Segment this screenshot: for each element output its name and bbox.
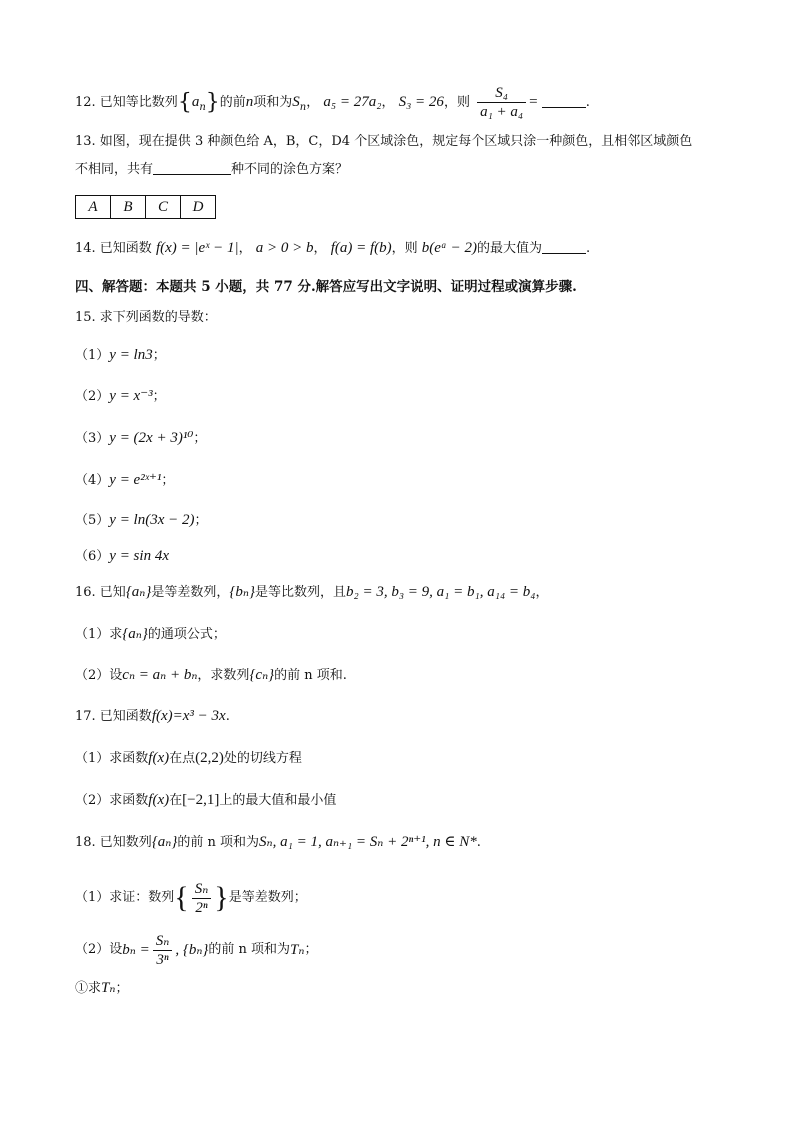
- q15-item-5: （5）y = ln(3x − 2)；: [75, 512, 208, 528]
- region-a: A: [76, 196, 111, 219]
- q15-item-6: （6）y = sin 4x: [75, 548, 169, 564]
- q15-item-1: （1）y = ln3；: [75, 347, 166, 363]
- question-14: 14. 已知函数 f(x) = |eˣ − 1|， a > 0 > b， f(a) = f(b)，则 b(eᵃ − 2)的最大值为 .: [75, 240, 591, 256]
- q15-item-2: （2）y = x⁻³；: [75, 388, 166, 404]
- section-4-heading: 四、解答题：本题共 5 小题，共 77 分.解答应写出文字说明、证明过程或演算步骤.: [75, 279, 577, 295]
- q12-lead: 12. 已知等比数列: [75, 95, 178, 110]
- region-b: B: [111, 196, 146, 219]
- q12-fraction: $\frac{\text{S₄}}{\text{a₁ + a₄}}$: [477, 84, 526, 121]
- question-15-title: 15. 求下列函数的导数：: [75, 310, 217, 325]
- region-diagram: [75, 195, 216, 219]
- q17-function: f(x)=x³ − 3x: [151, 708, 226, 724]
- q14-expression: b(eᵃ − 2): [421, 240, 478, 256]
- q18-part-2: （2）设bₙ = $\frac{\text{Sₙ}}{\text{3ⁿ}}$ , {bₙ}的前 n 项和为Tₙ；: [75, 932, 318, 968]
- q16-part-1: （1）求{aₙ}的通项公式；: [75, 626, 226, 642]
- q16-conditions: b₂ = 3, b₃ = 9, a₁ = b₁, a₁₄ = b₄: [346, 584, 536, 600]
- question-17: 17. 已知函数f(x)=x³ − 3x.: [75, 708, 230, 724]
- q13-answer-blank[interactable]: [153, 160, 231, 175]
- region-d: D: [181, 196, 216, 219]
- question-16: 16. 已知{aₙ}是等差数列，{bₙ}是等比数列，且b₂ = 3, b₃ = 9, a₁ = b₁, a₁₄ = b₄，: [75, 584, 549, 600]
- q17-part-2: （2）求函数f(x)在[−2,1]上的最大值和最小值: [75, 792, 337, 808]
- region-c: C: [146, 196, 181, 219]
- q12-seq: a: [191, 94, 200, 110]
- q12-answer-blank[interactable]: [542, 93, 586, 108]
- q15-item-4: （4）y = e²ˣ⁺¹；: [75, 472, 175, 488]
- question-13-line-2: 不相同，共有 种不同的涂色方案？: [75, 162, 349, 177]
- q14-answer-blank[interactable]: [542, 239, 586, 254]
- q18-part-1: （1）求证：数列{ $\frac{\text{Sₙ}}{\text{2ⁿ}}$ }是等差数列；: [75, 880, 307, 916]
- q16-part-2: （2）设cₙ = aₙ + bₙ，求数列{cₙ}的前 n 项和.: [75, 667, 347, 683]
- q17-part-1: （1）求函数f(x)在点(2,2)处的切线方程: [75, 750, 302, 766]
- q18-p1-fraction: $\frac{\text{Sₙ}}{\text{2ⁿ}}$: [192, 880, 212, 917]
- q18-conditions: Sₙ, a₁ = 1, aₙ₊₁ = Sₙ + 2ⁿ⁺¹, n ∈ N*: [259, 834, 477, 850]
- question-18: 18. 已知数列{aₙ}的前 n 项和为Sₙ, a₁ = 1, aₙ₊₁ = Sₙ + 2ⁿ⁺¹, n ∈ N*.: [75, 834, 481, 850]
- q12-condition-1: a₅ = 27a₂: [323, 94, 382, 110]
- q18-subpart-1: ①求Tₙ；: [75, 980, 129, 996]
- q15-item-3: （3）y = (2x + 3)¹⁰；: [75, 430, 207, 446]
- question-13-line-1: 13. 如图，现在提供 3 种颜色给 A，B，C，D4 个区域涂色，规定每个区域只涂一种颜色，且相邻区域颜色: [75, 134, 693, 149]
- q14-function: f(x) = |eˣ − 1|: [155, 240, 239, 256]
- question-12: 12. 已知等比数列$\{a_n\}$的前n项和为$S_n$， a₅ = 27a₂， S₃ = 26，则 $\frac{\text{S₄}}{\text{a₁ + a₄}}$ = .: [75, 85, 590, 120]
- q18-p2-fraction: $\frac{\text{Sₙ}}{\text{3ⁿ}}$: [153, 932, 173, 969]
- q12-condition-2: S₃ = 26: [398, 94, 444, 110]
